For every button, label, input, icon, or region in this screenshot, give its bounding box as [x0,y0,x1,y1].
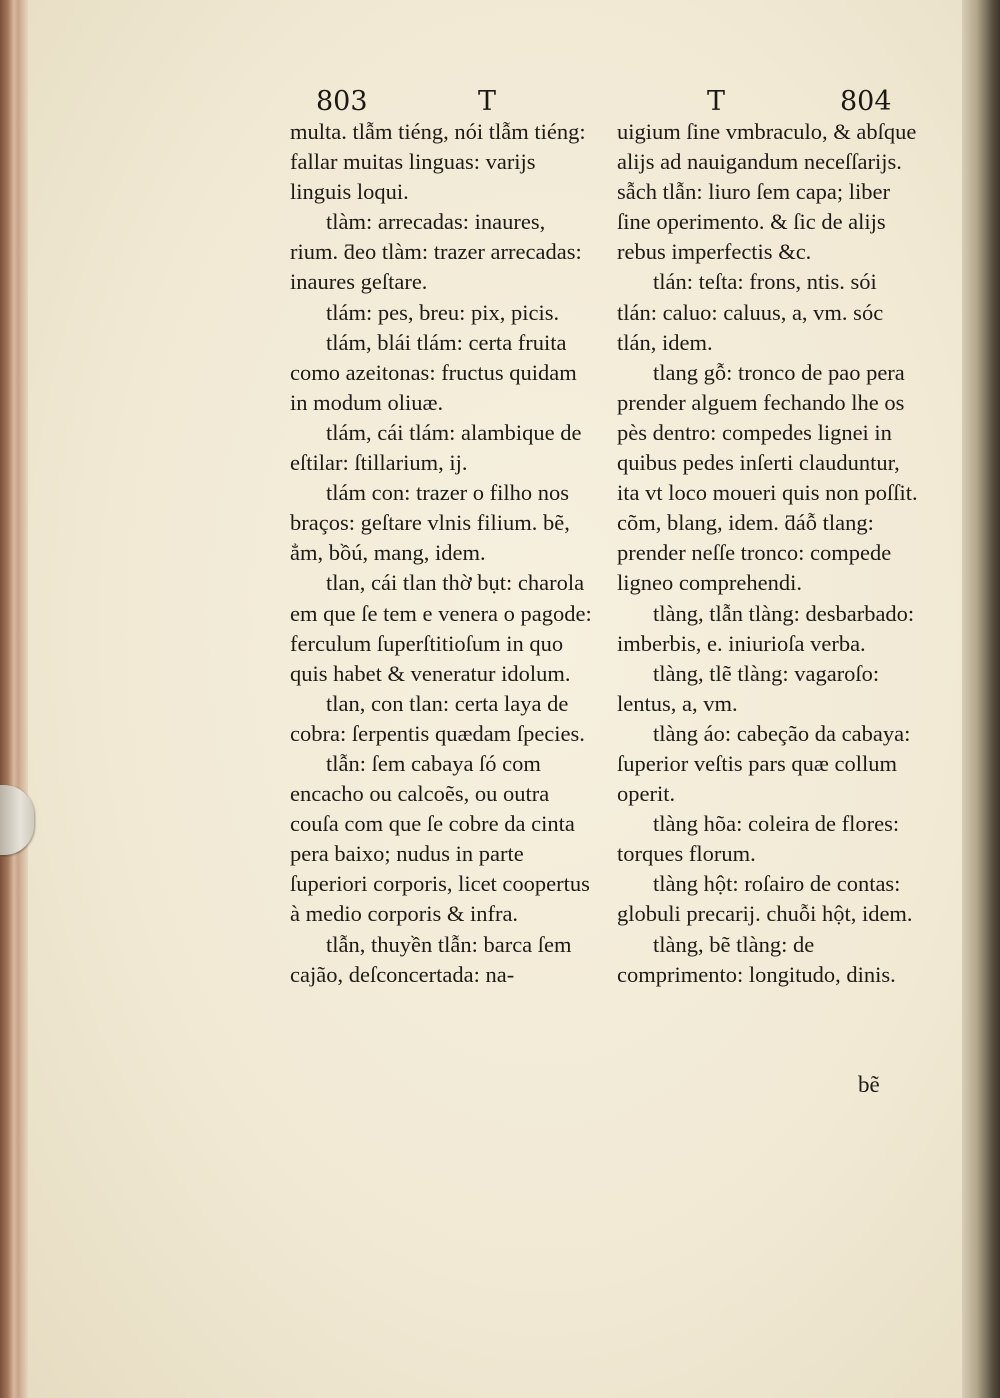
left-running-letter: T [478,86,497,117]
dictionary-entry: tlang gỗ: tronco de pao pera prender alguem fechando lhe os pès dentro: compedes lignei in quibus pedes inſerti clauduntur, ita vt loco moueri quis non poſſit. cõm, blang, idem. ƌáỗ tlang: prender neſſe tronco: compede ligneo comprehendi. [617,359,918,596]
dictionary-entry: tlán: teſta: frons, ntis. sói tlán: caluo: caluus, a, vm. sóc tlán, idem. [617,269,884,355]
dictionary-entry: tlám: pes, breu: pix, picis. [326,299,560,325]
dictionary-entry: tlám, cái tlám: alambique de eſtilar: ſtillarium, ij. [290,419,582,476]
dictionary-entry: tlàng hột: roſairo de contas: globuli precarij. chuỗi hột, idem. [617,871,913,927]
dictionary-entry: tlàng áo: cabeção da cabaya: ſuperior veſtis pars quæ collum operit. [617,720,911,807]
dictionary-entry: tlàm: arrecadas: inaures, rium. ƌeo tlàm: trazer arrecadas: inaures geſtare. [290,209,582,295]
dictionary-entry: tlám con: trazer o filho nos braços: geſtare vlnis filium. bẽ, ẳm, bồú, mang, idem. [290,480,570,566]
dictionary-entry: tlàng, tlẫn tlàng: desbarbado: imberbis, e. iniurioſa verba. [617,600,915,656]
dictionary-entry: uigium ſine vmbraculo, & abſque alijs ad nauigandum neceſſarijs. sẫch tlẫn: liuro ſem capa; liber ſine operimento. & ſic de alijs rebus imperfectis &c. [617,119,917,265]
dictionary-entry: tlan, con tlan: certa laya de cobra: ſerpentis quædam ſpecies. [290,690,585,746]
dictionary-entry: tlẫn: ſem cabaya ſó com encacho ou calcoẽs, ou outra couſa com que ſe cobre da cinta pera baixo; nudus in parte ſuperiori corporis, licet coopertus à medio corporis & infra. [290,750,590,927]
right-column [617,117,922,990]
page-edge [962,0,1000,1398]
dictionary-entry: tlám, blái tlám: certa fruita como azeitonas: fructus quidam in modum oliuæ. [290,329,577,415]
dictionary-entry: multa. tlẫm tiéng, nói tlẫm tiéng: fallar muitas linguas: varijs linguis loqui. [290,119,586,205]
dictionary-entry: tlàng, tlẽ tlàng: vagaroſo: lentus, a, vm. [617,660,880,716]
catchword: bẽ [858,1072,880,1097]
dictionary-entry: tlẫn, thuyền tlẫn: barca ſem cajão, deſconcertada: na- [290,931,572,987]
dictionary-entry: tlan, cái tlan thờ bụt: charola em que ſe tem e venera o pagode: ferculum ſuperſtitioſum in quo quis habet & veneratur idolum. [290,570,592,686]
left-column [290,117,593,990]
left-page-number: 803 [316,86,368,117]
right-running-letter: T [707,86,726,117]
book-spine [0,0,28,1398]
dictionary-entry: tlàng, bẽ tlàng: de comprimento: longitudo, dinis. [617,931,896,987]
right-page-number: 804 [840,86,892,117]
dictionary-entry: tlàng hõa: coleira de flores: torques florum. [617,811,900,867]
